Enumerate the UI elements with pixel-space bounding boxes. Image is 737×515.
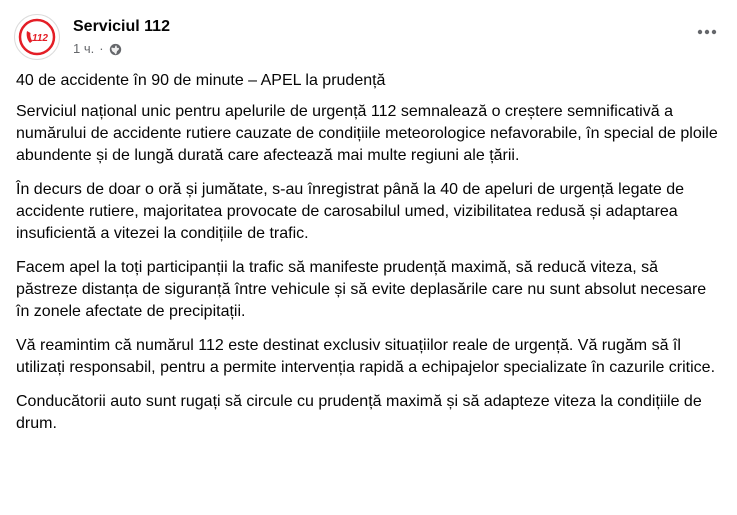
post-timestamp[interactable]: 1 ч.: [73, 41, 95, 56]
post-meta: [73, 17, 170, 57]
post-paragraph: Conducătorii auto sunt rugați să circule cu prudență maximă și să adapteze viteza la condițiile de drum.: [16, 393, 702, 432]
globe-icon[interactable]: [109, 43, 122, 56]
post-header: [14, 12, 170, 62]
post-paragraph: Facem apel la toți participanții la trafic să manifeste prudență maximă, să reducă viteza, să păstreze distanța de siguranță între vehicule și să evite deplasările care nu sunt absolut necesare în zonele afectate de precipitații.: [16, 259, 707, 320]
post-text: [16, 70, 722, 447]
more-horizontal-icon: [697, 29, 717, 35]
more-options-button[interactable]: [693, 22, 721, 42]
post-paragraph: În decurs de doar o oră și jumătate, s-au înregistrat până la 40 de apeluri de urgență legate de accidente rutiere, majoritatea provocate de carosabilul umed, vizibilitatea redusă și adaptarea insuficientă a vitezei la condițiile de trafic.: [16, 181, 684, 242]
page-name[interactable]: Serviciul 112: [73, 18, 170, 35]
post-paragraph: Serviciul național unic pentru apelurile de urgență 112 semnalează o creștere semnificativă a numărului de accidente rutiere cauzate de condițiile meteorologice nefavorabile, în special de ploile abundente și de lungă durată care afectează mai multe regiuni ale țării.: [16, 103, 718, 164]
avatar[interactable]: [14, 14, 60, 60]
serviciul-112-logo-icon: [18, 18, 56, 56]
logo-text: 112: [32, 33, 48, 44]
post-subline: [73, 41, 170, 57]
separator-dot: ·: [99, 41, 104, 56]
post-title: 40 de accidente în 90 de minute – APEL la prudență: [16, 72, 386, 89]
post-paragraph: Vă reamintim că numărul 112 este destinat exclusiv situațiilor reale de urgență. Vă rugăm să îl utilizați responsabil, pentru a permite intervenția rapidă a echipajelor specializate în cazurile critice.: [16, 337, 716, 376]
